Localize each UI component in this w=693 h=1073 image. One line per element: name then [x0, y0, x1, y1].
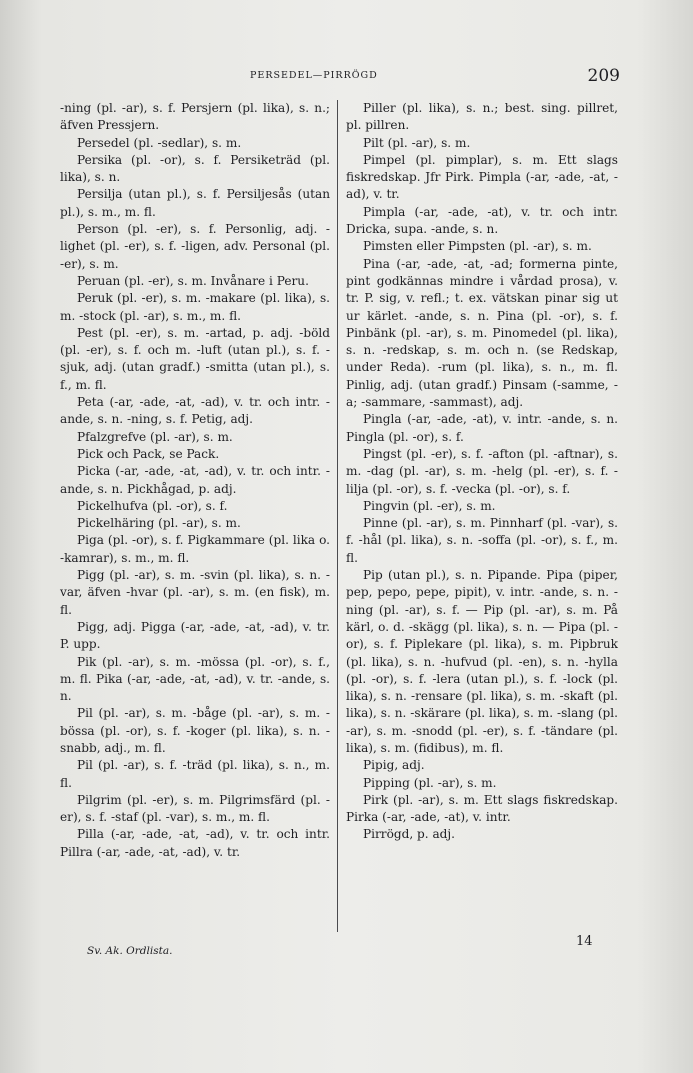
entry: Pick och Pack, se Pack. — [77, 446, 220, 461]
entry: Pip (utan pl.), s. n. Pipande. Pipa (piper, pep, pepo, pepe, pipit), v. intr. -ande, s. n. -ning (pl. -ar), s. f. — Pip (pl. -ar), s. m. På kärl, o. d. -skägg (pl. lika), s. n. — Pipa (pl. -or), s. f. Piplekare (pl. lika), s. m. Pipbruk (pl. lika), s. n. -hufvud (pl. -en), s. n. -hylla (pl. -or), s. f. -lera (utan pl.), s. f. -lock (pl. lika), s. n. -rensare (pl. lika), s. m. -skaft (pl. lika), s. n. -skärare (pl. lika), s. m. -slang (pl. -ar), s. m. -snodd (pl. -er), s. f. -tändare (pl. lika), s. m. (fidibus), m. fl. — [346, 568, 618, 755]
entry: Pingvin (pl. -er), s. m. — [363, 498, 496, 513]
entry: Pickelhufva (pl. -or), s. f. — [77, 498, 228, 513]
entry: Picka (-ar, -ade, -at, -ad), v. tr. och intr. -ande, s. n. Pickhågad, p. adj. — [60, 464, 330, 496]
entry: Pipping (pl. -ar), s. m. — [363, 775, 497, 790]
entry: Peta (-ar, -ade, -at, -ad), v. tr. och intr. -ande, s. n. -ning, s. f. Petig, adj. — [60, 395, 330, 427]
entry: Pimpel (pl. pimplar), s. m. Ett slags fiskredskap. Jfr Pirk. Pimpla (-ar, -ade, -at, -ad), v. tr. — [346, 152, 618, 202]
entry: Pipig, adj. — [363, 758, 425, 773]
right-column — [346, 100, 618, 844]
entry: Pigg, adj. Pigga (-ar, -ade, -at, -ad), v. tr. P. upp. — [60, 619, 330, 652]
entry: Pimsten eller Pimpsten (pl. -ar), s. m. — [363, 239, 592, 254]
entry: Pingst (pl. -er), s. f. -afton (pl. -aftnar), s. m. -dag (pl. -ar), s. m. -helg (pl. -er), s. f. -lilja (pl. -or), s. f. -vecka (pl. -or), s. f. — [346, 446, 618, 496]
entry: Pest (pl. -er), s. m. -artad, p. adj. -böld (pl. -er), s. f. och m. -luft (utan pl.), s. f. -sjuk, adj. (utan gradf.) -smitta (utan pl.), s. f., m. fl. — [60, 325, 330, 392]
entry: Pirrögd, p. adj. — [363, 827, 455, 842]
signature-mark: Sv. Ak. Ordlista. — [87, 945, 173, 957]
entry: Peruk (pl. -er), s. m. -makare (pl. lika), s. m. -stock (pl. -ar), s. m., m. fl. — [60, 291, 330, 323]
entry: Pfalzgrefve (pl. -ar), s. m. — [77, 429, 233, 444]
entry: Piller (pl. lika), s. n.; best. sing. pillret, pl. pillren. — [346, 101, 618, 133]
entry: Pik (pl. -ar), s. m. -mössa (pl. -or), s. f., m. fl. Pika (-ar, -ade, -at, -ad), v. tr. -ande, s. n. — [60, 654, 330, 704]
entry: Person (pl. -er), s. f. Personlig, adj. -lighet (pl. -er), s. f. -ligen, adv. Personal (pl. -er), s. m. — [60, 222, 330, 271]
page-number: 209 — [587, 66, 620, 86]
entry: Persilja (utan pl.), s. f. Persiljesås (utan pl.), s. m., m. fl. — [60, 187, 330, 219]
entry: Pirk (pl. -ar), s. m. Ett slags fiskredskap. Pirka (-ar, -ade, -at), v. intr. — [346, 792, 618, 825]
column-divider — [337, 100, 338, 932]
entry: Pinne (pl. -ar), s. m. Pinnharf (pl. -var), s. f. -hål (pl. lika), s. n. -soffa (pl. -or), s. f., m. fl. — [346, 516, 618, 565]
entry: Pingla (-ar, -ade, -at), v. intr. -ande, s. n. Pingla (pl. -or), s. f. — [346, 412, 618, 444]
entry: Persika (pl. -or), s. f. Persiketräd (pl. lika), s. n. — [60, 152, 330, 185]
entry: Pil (pl. -ar), s. m. -båge (pl. -ar), s. m. -bössa (pl. -or), s. f. -koger (pl. lika), s. n. -snabb, adj., m. fl. — [60, 706, 330, 755]
left-column — [60, 100, 330, 861]
entry: Piga (pl. -or), s. f. Pigkammare (pl. lika o. -kamrar), s. m., m. fl. — [60, 533, 330, 565]
entry: Pigg (pl. -ar), s. m. -svin (pl. lika), s. n. -var, äfven -hvar (pl. -ar), s. m. (en fisk), m. fl. — [60, 568, 330, 617]
page-header — [60, 66, 620, 90]
sheet-number: 14 — [576, 934, 593, 949]
entry: Pilla (-ar, -ade, -at, -ad), v. tr. och intr. Pillra (-ar, -ade, -at, -ad), v. tr. — [60, 827, 330, 859]
running-head: PERSEDEL—PIRRÖGD — [250, 70, 378, 81]
entry: Pilgrim (pl. -er), s. m. Pilgrimsfärd (pl. -er), s. f. -staf (pl. -var), s. m., m. fl. — [60, 792, 330, 825]
entry: Pilt (pl. -ar), s. m. — [363, 135, 471, 150]
entry: -ning (pl. -ar), s. f. Persjern (pl. lika), s. n.; äfven Pressjern. — [60, 101, 330, 133]
entry: Pil (pl. -ar), s. f. -träd (pl. lika), s. n., m. fl. — [60, 758, 330, 790]
entry: Pina (-ar, -ade, -at, -ad; formerna pinte, pint godkännas mindre i vårdad prosa), v. tr. P. sig, v. refl.; t. ex. vätskan pinar sig ut ur kärlet. -ande, s. n. Pina (pl. -or), s. f. Pinbänk (pl. -ar), s. m. Pinomedel (pl. lika), s. n. -redskap, s. m. och n. (se Redskap, under Reda). -rum (pl. lika), s. n., m. fl. Pinlig, adj. (utan gradf.) Pinsam (-samme, -a; -sammare, -sammast), adj. — [346, 256, 618, 410]
entry: Peruan (pl. -er), s. m. Invånare i Peru. — [77, 273, 309, 288]
entry: Pimpla (-ar, -ade, -at), v. tr. och intr. Dricka, supa. -ande, s. n. — [346, 204, 618, 237]
entry: Persedel (pl. -sedlar), s. m. — [77, 135, 242, 150]
entry: Pickelhäring (pl. -ar), s. m. — [77, 516, 241, 531]
